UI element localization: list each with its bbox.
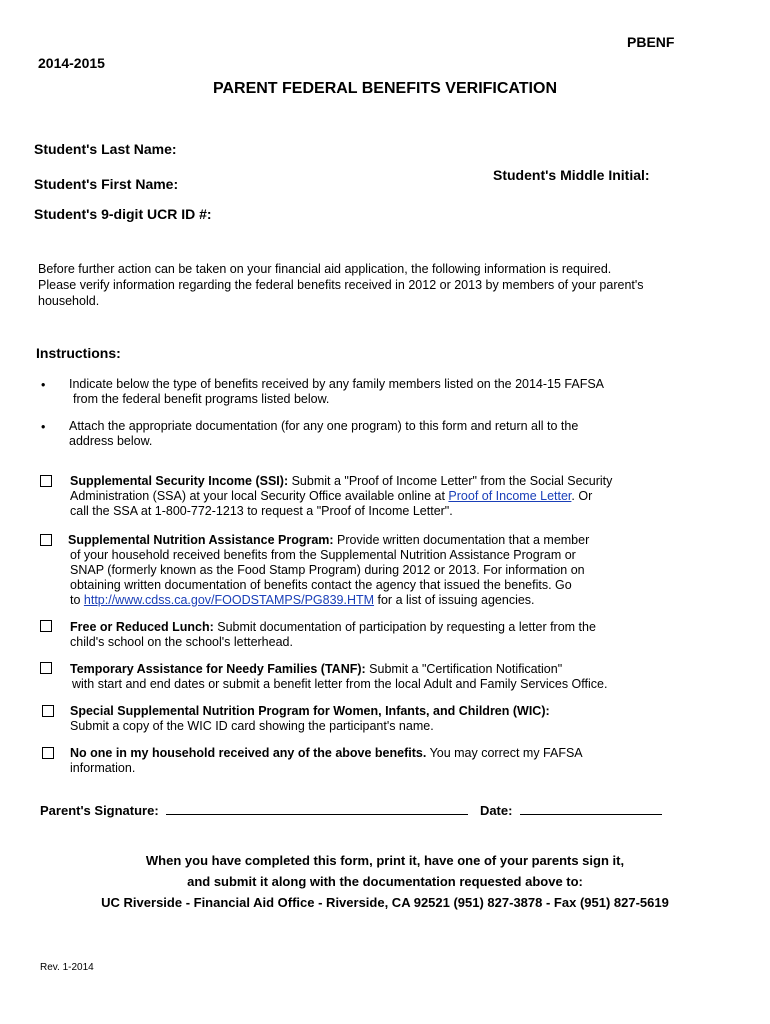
program-snap bbox=[68, 533, 718, 608]
snap-checkbox[interactable] bbox=[40, 534, 52, 546]
student-middle-initial-label: Student's Middle Initial: bbox=[493, 167, 650, 183]
snap-text-1: Provide written documentation that a member bbox=[333, 533, 590, 547]
date-line[interactable] bbox=[520, 802, 662, 815]
intro-line-2: Please verify information regarding the federal benefits received in 2012 or 2013 by members of your parent's bbox=[38, 278, 644, 292]
tanf-name: Temporary Assistance for Needy Families (TANF): bbox=[70, 662, 366, 676]
tanf-text-1: Submit a "Certification Notification" bbox=[365, 662, 563, 676]
instruction-item-2 bbox=[69, 419, 719, 449]
program-none bbox=[70, 746, 720, 776]
closing-line-1: When you have completed this form, print it, have one of your parents sign it, bbox=[145, 853, 625, 868]
lunch-checkbox[interactable] bbox=[40, 620, 52, 632]
ssi-text-1: Submit a "Proof of Income Letter" from the Social Security bbox=[288, 474, 613, 488]
none-text-2: information. bbox=[70, 761, 136, 775]
none-checkbox[interactable] bbox=[42, 747, 54, 759]
ssi-text-4: call the SSA at 1-800-772-1213 to request a "Proof of Income Letter". bbox=[70, 504, 453, 518]
ssi-name: Supplemental Security Income (SSI): bbox=[70, 474, 289, 488]
parent-signature-line[interactable] bbox=[166, 802, 468, 815]
date-label: Date: bbox=[479, 803, 513, 818]
wic-name: Special Supplemental Nutrition Program for Women, Infants, and Children (WIC): bbox=[70, 704, 550, 718]
student-ucr-id-label: Student's 9-digit UCR ID #: bbox=[34, 206, 212, 222]
ssi-text-2: Administration (SSA) at your local Security Office available online at bbox=[70, 489, 449, 503]
wic-checkbox[interactable] bbox=[42, 705, 54, 717]
form-year: 2014-2015 bbox=[38, 55, 105, 71]
closing-address: UC Riverside - Financial Aid Office - Riverside, CA 92521 (951) 827-3878 - Fax (951) 827-5619 bbox=[101, 895, 669, 910]
parent-signature-label: Parent's Signature: bbox=[40, 803, 159, 818]
snap-text-3: SNAP (formerly known as the Food Stamp Program) during 2012 or 2013. For information on bbox=[70, 563, 585, 577]
lunch-text-2: child's school on the school's letterhead. bbox=[70, 635, 293, 649]
wic-text-2: Submit a copy of the WIC ID card showing the participant's name. bbox=[70, 719, 434, 733]
instruction-item-1 bbox=[69, 377, 719, 407]
instruction-2-line-2: address below. bbox=[69, 434, 153, 448]
instruction-1-line-1: Indicate below the type of benefits received by any family members listed on the 2014-15 FAFSA bbox=[69, 377, 605, 391]
intro-paragraph bbox=[38, 261, 728, 309]
lunch-name: Free or Reduced Lunch: bbox=[70, 620, 214, 634]
program-lunch bbox=[70, 620, 720, 650]
snap-text-2: of your household received benefits from the Supplemental Nutrition Assistance Program or bbox=[70, 548, 576, 562]
proof-of-income-link[interactable]: Proof of Income Letter bbox=[448, 489, 572, 503]
closing-line-2: and submit it along with the documentation requested above to: bbox=[187, 874, 583, 889]
snap-text-6: for a list of issuing agencies. bbox=[374, 593, 535, 607]
instruction-2-line-1: Attach the appropriate documentation (for any one program) to this form and return all to the bbox=[69, 419, 579, 433]
foodstamps-link[interactable]: http://www.cdss.ca.gov/FOODSTAMPS/PG839.HTM bbox=[83, 593, 375, 607]
lunch-text-1: Submit documentation of participation by requesting a letter from the bbox=[213, 620, 596, 634]
student-first-name-label: Student's First Name: bbox=[34, 176, 179, 192]
intro-line-3: household. bbox=[38, 294, 100, 308]
bullet-icon: • bbox=[41, 420, 46, 434]
none-name: No one in my household received any of the above benefits. bbox=[70, 746, 427, 760]
bullet-icon: • bbox=[41, 378, 46, 392]
signature-row bbox=[40, 802, 662, 818]
program-tanf bbox=[70, 662, 720, 692]
ssi-text-3: . Or bbox=[571, 489, 593, 503]
none-text-1: You may correct my FAFSA bbox=[426, 746, 583, 760]
program-ssi bbox=[70, 474, 720, 519]
closing-block bbox=[0, 850, 770, 913]
tanf-checkbox[interactable] bbox=[40, 662, 52, 674]
student-last-name-label: Student's Last Name: bbox=[34, 141, 177, 157]
form-code: PBENF bbox=[627, 34, 675, 50]
revision-note: Rev. 1-2014 bbox=[40, 962, 94, 973]
ssi-checkbox[interactable] bbox=[40, 475, 52, 487]
instructions-title: Instructions: bbox=[36, 345, 121, 361]
program-wic bbox=[70, 704, 720, 734]
tanf-text-2: with start and end dates or submit a benefit letter from the local Adult and Family Services Office. bbox=[72, 677, 608, 691]
snap-name: Supplemental Nutrition Assistance Program: bbox=[68, 533, 334, 547]
instruction-1-line-2: from the federal benefit programs listed below. bbox=[73, 392, 330, 406]
snap-text-4: obtaining written documentation of benefits contact the agency that issued the benefits. Go bbox=[70, 578, 572, 592]
snap-text-5: to bbox=[70, 593, 84, 607]
intro-line-1: Before further action can be taken on your financial aid application, the following information is required. bbox=[38, 262, 612, 276]
page-title: PARENT FEDERAL BENEFITS VERIFICATION bbox=[212, 80, 557, 97]
